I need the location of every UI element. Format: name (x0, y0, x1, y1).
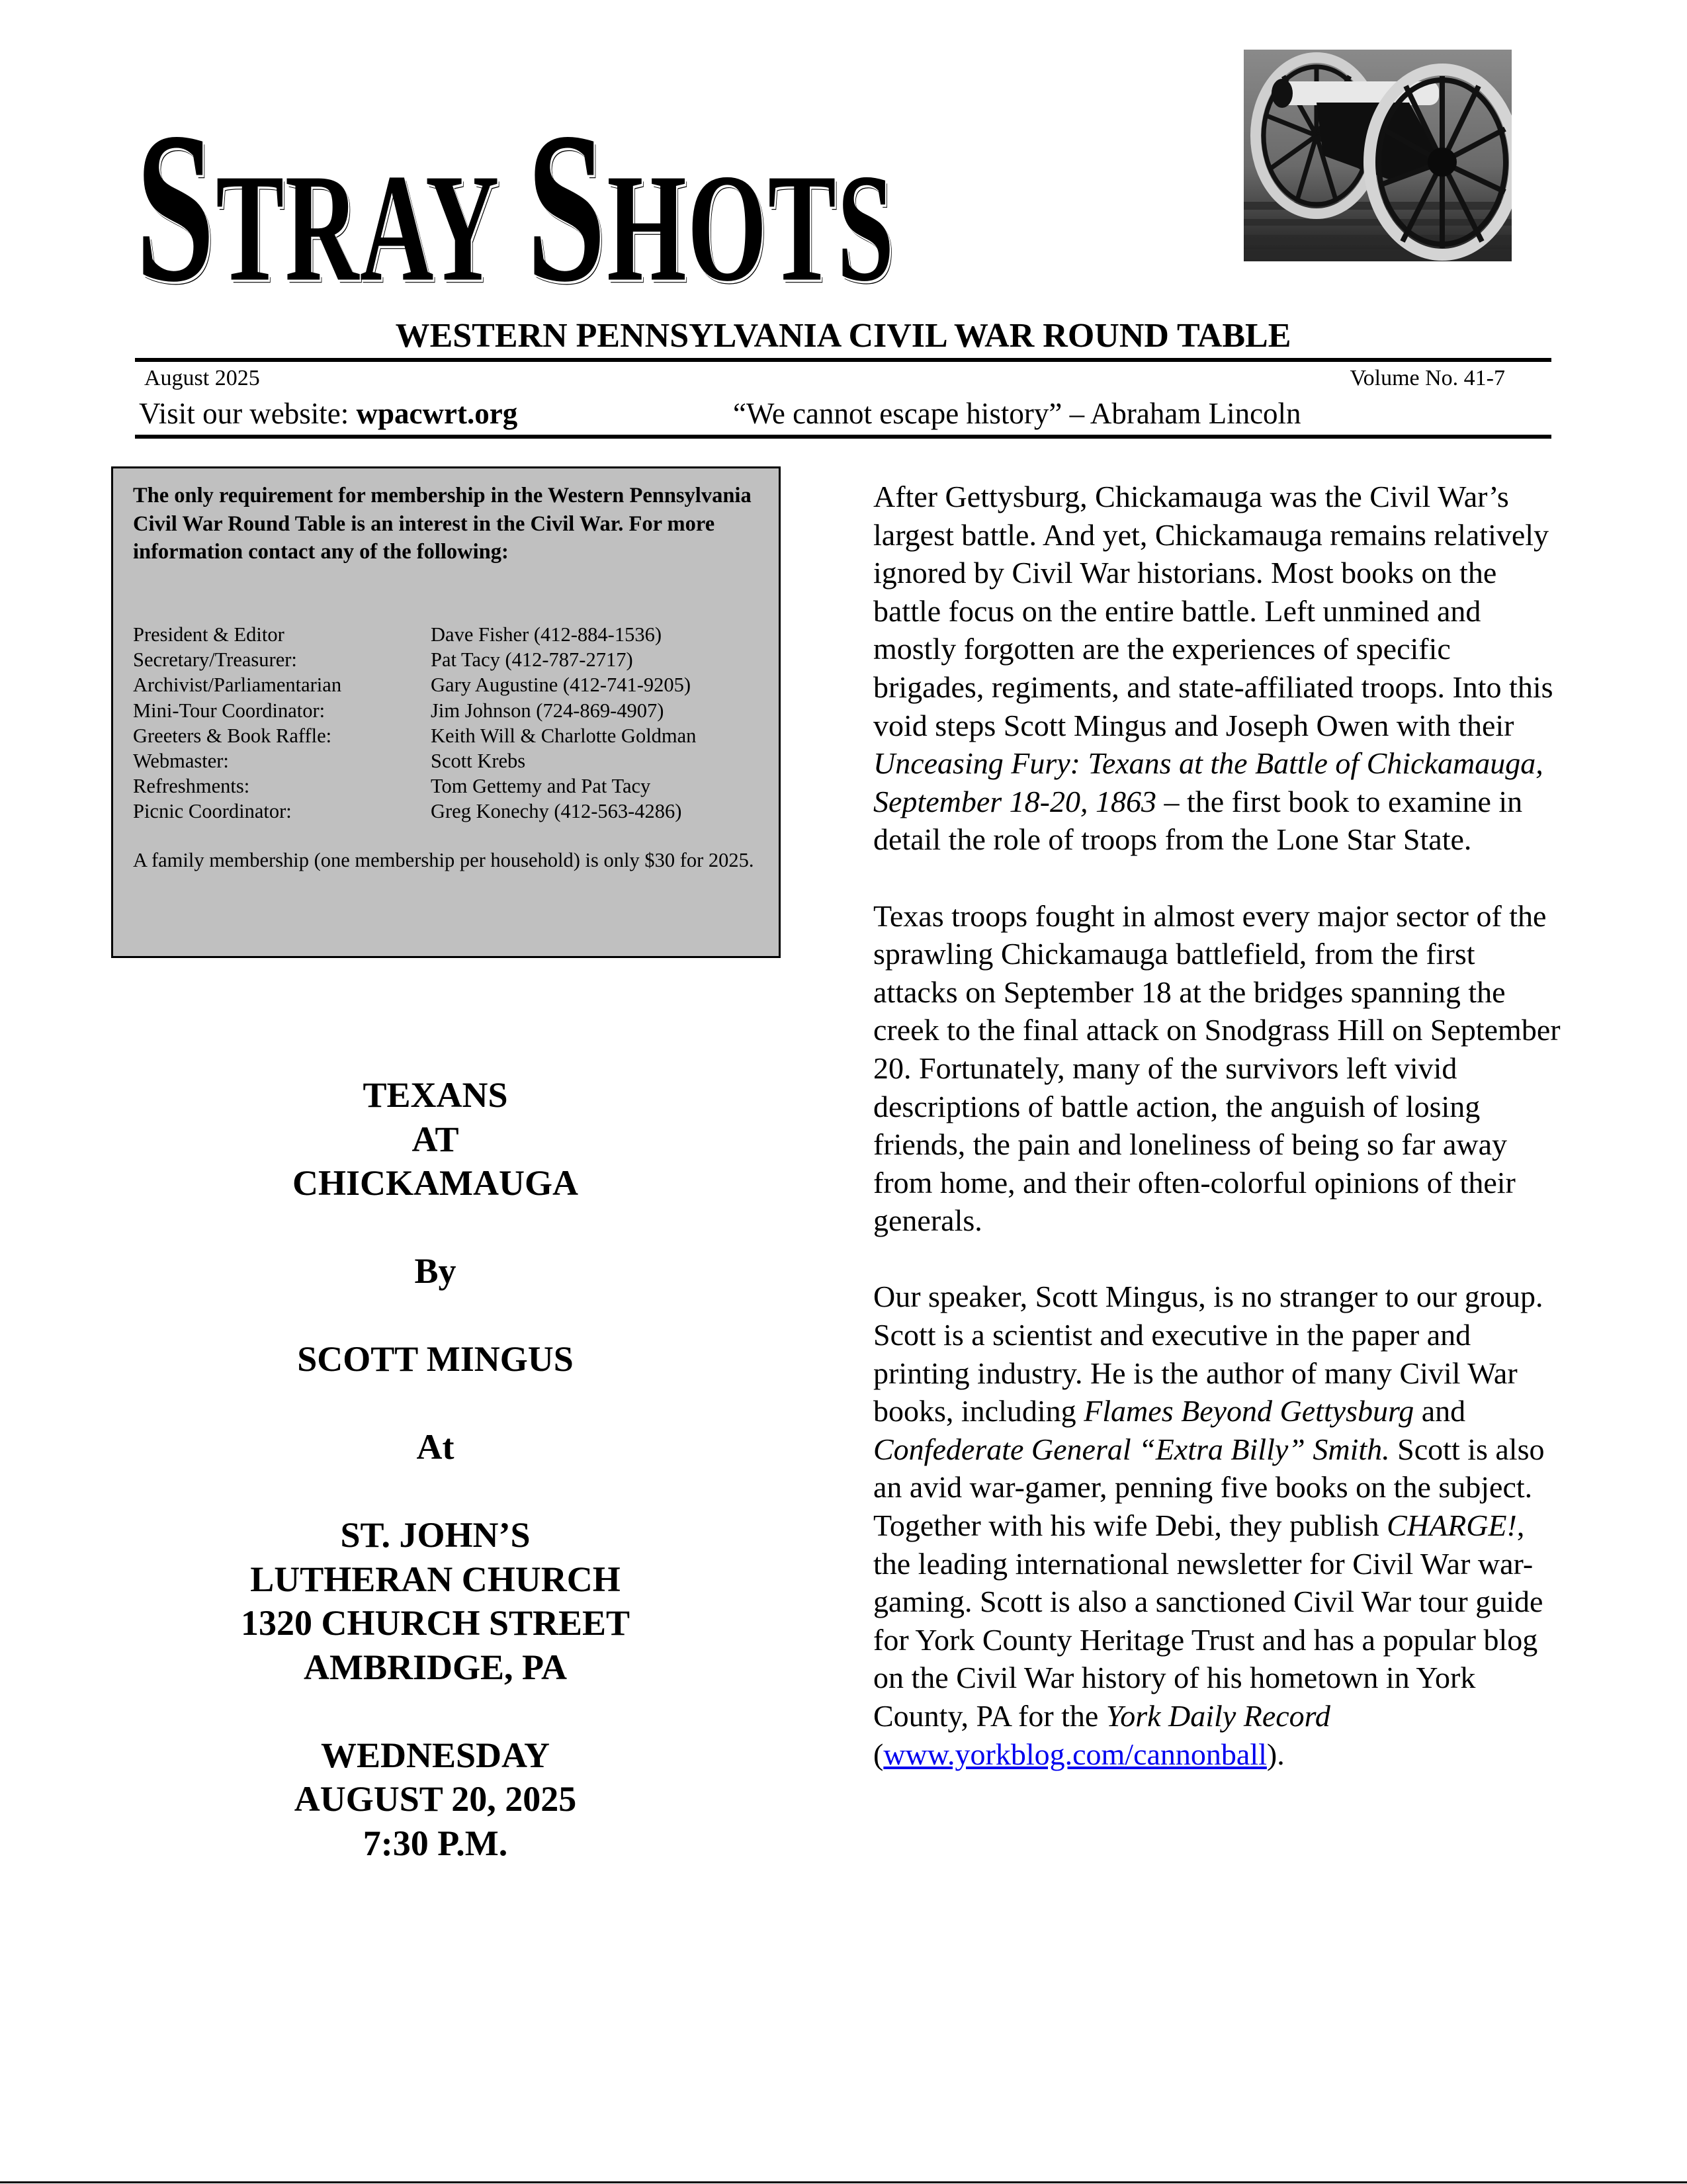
officer-list (133, 622, 768, 824)
website-link[interactable]: wpacwrt.org (356, 397, 518, 430)
officer-contact: Scott Krebs (431, 750, 526, 773)
event-day: WEDNESDAY (320, 1735, 550, 1775)
organization-name: WESTERN PENNSYLVANIA CIVIL WAR ROUND TABLE (395, 317, 1291, 355)
officer-contact: Greg Konechy (412-563-4286) (431, 800, 682, 823)
event-title-line: AT (411, 1119, 459, 1159)
cannon-photo (1244, 50, 1512, 261)
article-paragraph-3 (873, 1278, 1561, 1773)
issue-date: August 2025 (144, 366, 260, 390)
title-initial-s1: S (136, 87, 216, 327)
cannon-icon (1244, 50, 1512, 261)
officer-role: Archivist/Parliamentarian (133, 674, 342, 697)
website-line (139, 396, 517, 431)
event-time: 7:30 P.M. (363, 1823, 508, 1863)
event-at-label: At (416, 1427, 454, 1467)
officer-role: Webmaster: (133, 750, 229, 773)
volume-number: Volume No. 41-7 (1350, 366, 1505, 390)
header-bottom-rule (135, 435, 1551, 439)
title-word-tray: TRAY (216, 142, 500, 314)
newspaper-title: York Daily Record (1105, 1699, 1330, 1733)
officer-row (133, 773, 768, 799)
text-run: ). (1266, 1737, 1285, 1771)
article-paragraph-1 (873, 478, 1561, 859)
website-label: Visit our website: (139, 397, 357, 430)
event-speaker: SCOTT MINGUS (297, 1339, 574, 1379)
officer-contact: Jim Johnson (724-869-4907) (431, 699, 664, 722)
membership-box (111, 466, 781, 958)
text-run: – the first book to examine in detail the role of troops from the Lone Star State. (873, 784, 1523, 857)
event-date: AUGUST 20, 2025 (294, 1779, 577, 1819)
lincoln-quote: “We cannot escape history” – Abraham Lincoln (733, 397, 1301, 430)
officer-role: Greeters & Book Raffle: (133, 724, 332, 747)
text-run: After Gettysburg, Chickamauga was the Civil War’s largest battle. And yet, Chickamauga remains relatively ignored by Civil War historians. Most books on the battle focus on the entire battle. Left unmined and mostly forgotten are the experiences of specific brigades, regiments, and state-affiliated troops. Into this void steps Scott Mingus and Joseph Owen with their (873, 480, 1553, 742)
officer-row (133, 799, 768, 824)
officer-contact: Gary Augustine (412-741-9205) (431, 674, 691, 697)
newsletter-title (136, 87, 972, 327)
officer-row (133, 748, 768, 773)
article-paragraph-2: Texas troops fought in almost every major sector of the sprawling Chickamauga battlefield, from the first attacks on September 18 at the bridges spanning the creek to the final attack on Snodgrass Hill on September 20. Fortunately, many of the survivors left vivid descriptions of battle action, the anguish of losing friends, the pain and loneliness of being so far away from home, and their often-colorful opinions of their generals. (873, 898, 1561, 1238)
yorkblog-link[interactable]: www.yorkblog.com/cannonball (883, 1737, 1267, 1771)
officer-contact: Tom Gettemy and Pat Tacy (431, 775, 651, 798)
membership-fee-note: A family membership (one membership per household) is only $30 for 2025. (133, 849, 754, 871)
event-announcement (177, 1073, 693, 1865)
officer-role: Refreshments: (133, 775, 250, 798)
officer-row (133, 672, 768, 697)
text-run: , the leading international newsletter for Civil War war-gaming. Scott is also a sanctioned Civil War tour guide for York County Heritage Trust and has a popular blog on the Civil War history of his hometown in York County, PA for the (873, 1508, 1543, 1733)
page-bottom-rule (0, 2181, 1687, 2183)
event-title-line: CHICKAMAUGA (292, 1163, 578, 1203)
text-run: ( (873, 1737, 884, 1771)
officer-role: Secretary/Treasurer: (133, 648, 297, 672)
event-title-line: TEXANS (363, 1075, 508, 1115)
text-run: Scott is also an avid war-gamer, penning five books on the subject. Together with his wife Debi, they publish (873, 1432, 1545, 1543)
officer-row (133, 647, 768, 672)
event-venue-line: 1320 CHURCH STREET (240, 1603, 630, 1643)
text-run: and (1414, 1394, 1466, 1428)
officer-row (133, 622, 768, 647)
membership-intro: The only requirement for membership in the Western Pennsylvania Civil War Round Table is an interest in the Civil War. For more information contact any of the following: (133, 484, 752, 564)
officer-contact: Dave Fisher (412-884-1536) (431, 623, 662, 646)
officer-role: President & Editor (133, 623, 284, 646)
officer-role: Mini-Tour Coordinator: (133, 699, 325, 722)
newsletter-title-charge: CHARGE! (1387, 1508, 1517, 1543)
officer-contact: Pat Tacy (412-787-2717) (431, 648, 633, 672)
article-body (873, 478, 1561, 1812)
event-venue-line: LUTHERAN CHURCH (250, 1559, 621, 1599)
text-run: Our speaker, Scott Mingus, is no stranger to our group. Scott is a scientist and executive in the paper and printing industry. He is the author of many Civil War books, including (873, 1280, 1543, 1428)
book-title-flames-beyond-gettysburg: Flames Beyond Gettysburg (1084, 1394, 1414, 1428)
book-title-unceasing-fury: Unceasing Fury: Texans at the Battle of Chickamauga, September 18-20, 1863 (873, 746, 1543, 818)
book-title-extra-billy-smith: Confederate General “Extra Billy” Smith. (873, 1432, 1390, 1466)
header-top-rule (135, 358, 1551, 362)
officer-row (133, 698, 768, 723)
officer-row (133, 723, 768, 748)
title-word-hots: HOTS (607, 142, 895, 314)
title-initial-s2: S (527, 87, 607, 327)
event-venue-line: ST. JOHN’S (340, 1515, 531, 1555)
officer-contact: Keith Will & Charlotte Goldman (431, 724, 697, 747)
event-venue-line: AMBRIDGE, PA (304, 1647, 567, 1687)
event-by-label: By (414, 1251, 456, 1291)
masthead (136, 87, 1207, 327)
officer-role: Picnic Coordinator: (133, 800, 292, 823)
